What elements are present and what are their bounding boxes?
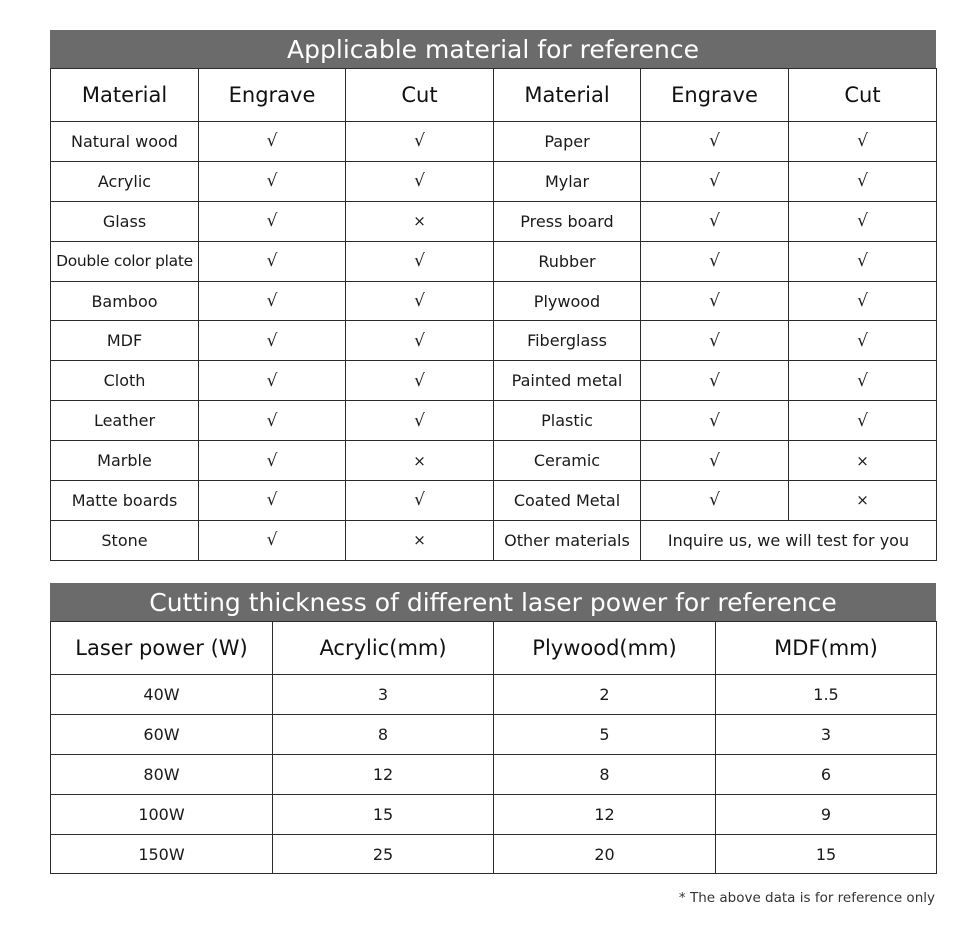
material-table-block	[50, 30, 936, 561]
header-mdf: MDF(mm)	[716, 622, 937, 675]
header-engrave-left: Engrave	[199, 69, 346, 122]
material-name-cell: Paper	[494, 122, 641, 162]
material-name-cell: Marble	[51, 441, 199, 481]
engrave-cell: √	[199, 441, 346, 481]
engrave-cell: √	[641, 481, 789, 521]
material-name-cell: Rubber	[494, 241, 641, 281]
cut-cell: √	[346, 401, 494, 441]
header-cut-left: Cut	[346, 69, 494, 122]
engrave-cell: √	[199, 241, 346, 281]
engrave-cell: √	[641, 401, 789, 441]
material-table	[50, 68, 937, 561]
cut-cell: √	[346, 321, 494, 361]
table-row	[51, 122, 937, 162]
mdf-cell: 6	[716, 754, 937, 794]
header-laser-power: Laser power (W)	[51, 622, 273, 675]
table-row	[51, 361, 937, 401]
cut-cell: ×	[789, 441, 937, 481]
engrave-cell: √	[641, 441, 789, 481]
material-name-cell: Fiberglass	[494, 321, 641, 361]
cut-cell: √	[346, 161, 494, 201]
material-name-cell: MDF	[51, 321, 199, 361]
inquiry-note-cell: Inquire us, we will test for you	[641, 520, 937, 560]
mdf-cell: 3	[716, 714, 937, 754]
header-cut-right: Cut	[789, 69, 937, 122]
cut-cell: ×	[346, 201, 494, 241]
laser-power-cell: 40W	[51, 675, 273, 715]
engrave-cell: √	[199, 361, 346, 401]
table-row	[51, 794, 937, 834]
cut-cell: ×	[346, 441, 494, 481]
table-row	[51, 241, 937, 281]
material-name-cell: Press board	[494, 201, 641, 241]
material-name-cell: Painted metal	[494, 361, 641, 401]
engrave-cell: √	[641, 241, 789, 281]
table-row	[51, 754, 937, 794]
thickness-header-row	[51, 622, 937, 675]
plywood-cell: 12	[494, 794, 716, 834]
material-header-row	[51, 69, 937, 122]
engrave-cell: √	[199, 321, 346, 361]
acrylic-cell: 3	[273, 675, 494, 715]
plywood-cell: 8	[494, 754, 716, 794]
cut-cell: √	[346, 361, 494, 401]
acrylic-cell: 12	[273, 754, 494, 794]
mdf-cell: 1.5	[716, 675, 937, 715]
engrave-cell: √	[641, 281, 789, 321]
table-row	[51, 201, 937, 241]
cut-cell: √	[789, 201, 937, 241]
mdf-cell: 15	[716, 834, 937, 874]
material-name-cell: Double color plate	[51, 241, 199, 281]
plywood-cell: 5	[494, 714, 716, 754]
material-name-cell: Acrylic	[51, 161, 199, 201]
material-name-cell: Bamboo	[51, 281, 199, 321]
cut-cell: √	[346, 241, 494, 281]
engrave-cell: √	[641, 201, 789, 241]
table-row	[51, 441, 937, 481]
cut-cell: √	[789, 281, 937, 321]
laser-power-cell: 100W	[51, 794, 273, 834]
material-name-cell: Natural wood	[51, 122, 199, 162]
acrylic-cell: 25	[273, 834, 494, 874]
cut-cell: ×	[346, 520, 494, 560]
table-row	[51, 714, 937, 754]
header-engrave-right: Engrave	[641, 69, 789, 122]
thickness-table-block	[50, 583, 936, 874]
table-row	[51, 321, 937, 361]
engrave-cell: √	[641, 122, 789, 162]
table-row	[51, 481, 937, 521]
laser-power-cell: 150W	[51, 834, 273, 874]
material-name-cell: Glass	[51, 201, 199, 241]
engrave-cell: √	[199, 481, 346, 521]
material-name-cell: Cloth	[51, 361, 199, 401]
cut-cell: √	[789, 122, 937, 162]
engrave-cell: √	[641, 321, 789, 361]
table-row	[51, 161, 937, 201]
thickness-table	[50, 621, 937, 874]
laser-power-cell: 80W	[51, 754, 273, 794]
cut-cell: √	[346, 281, 494, 321]
material-name-cell: Stone	[51, 520, 199, 560]
material-name-cell: Ceramic	[494, 441, 641, 481]
cut-cell: √	[789, 361, 937, 401]
thickness-table-title: Cutting thickness of different laser power for reference	[50, 583, 936, 621]
acrylic-cell: 15	[273, 794, 494, 834]
material-name-cell: Other materials	[494, 520, 641, 560]
engrave-cell: √	[199, 122, 346, 162]
engrave-cell: √	[199, 201, 346, 241]
material-name-cell: Mylar	[494, 161, 641, 201]
cut-cell: √	[346, 122, 494, 162]
cut-cell: √	[789, 321, 937, 361]
engrave-cell: √	[199, 520, 346, 560]
engrave-cell: √	[641, 361, 789, 401]
cut-cell: √	[346, 481, 494, 521]
material-name-cell: Plywood	[494, 281, 641, 321]
material-table-title: Applicable material for reference	[50, 30, 936, 68]
header-acrylic: Acrylic(mm)	[273, 622, 494, 675]
engrave-cell: √	[641, 161, 789, 201]
table-row	[51, 281, 937, 321]
header-material-right: Material	[494, 69, 641, 122]
table-row	[51, 401, 937, 441]
laser-power-cell: 60W	[51, 714, 273, 754]
engrave-cell: √	[199, 161, 346, 201]
engrave-cell: √	[199, 401, 346, 441]
table-row	[51, 520, 937, 560]
header-plywood: Plywood(mm)	[494, 622, 716, 675]
cut-cell: √	[789, 241, 937, 281]
material-name-cell: Matte boards	[51, 481, 199, 521]
footnote: * The above data is for reference only	[678, 890, 935, 906]
mdf-cell: 9	[716, 794, 937, 834]
header-material-left: Material	[51, 69, 199, 122]
table-row	[51, 675, 937, 715]
material-name-cell: Leather	[51, 401, 199, 441]
cut-cell: √	[789, 161, 937, 201]
table-row	[51, 834, 937, 874]
material-name-cell: Coated Metal	[494, 481, 641, 521]
material-name-cell: Plastic	[494, 401, 641, 441]
acrylic-cell: 8	[273, 714, 494, 754]
cut-cell: ×	[789, 481, 937, 521]
plywood-cell: 20	[494, 834, 716, 874]
engrave-cell: √	[199, 281, 346, 321]
cut-cell: √	[789, 401, 937, 441]
plywood-cell: 2	[494, 675, 716, 715]
